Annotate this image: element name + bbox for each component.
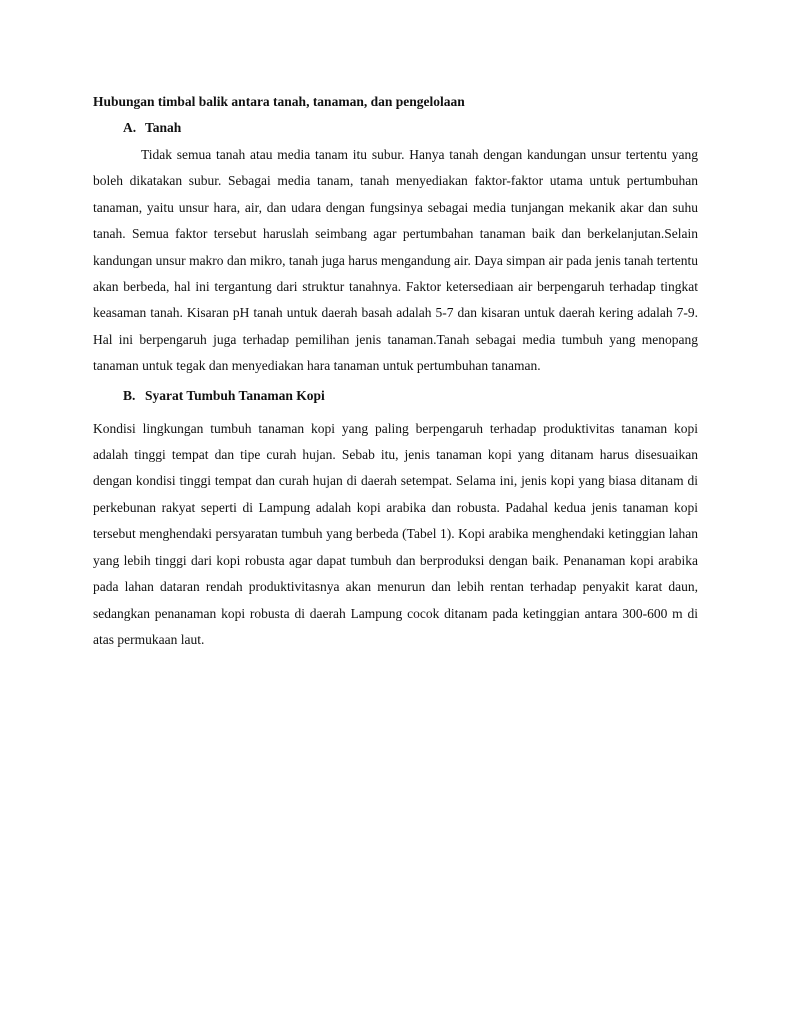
section-heading-tanah (93, 118, 698, 138)
document-title: Hubungan timbal balik antara tanah, tanaman, dan pengelolaan (93, 94, 465, 109)
section-marker-b: B. (123, 387, 136, 403)
section-title-tanah: Tanah (145, 120, 182, 135)
paragraph-syarat-tumbuh: Kondisi lingkungan tumbuh tanaman kopi yang paling berpengaruh terhadap produktivitas tanaman kopi adalah tinggi tempat dan tipe curah hujan. Sebab itu, jenis tanaman kopi yang ditanam harus disesuaikan dengan kondisi tinggi tempat dan curah hujan di daerah setempat. Selama ini, jenis kopi yang biasa ditanam di perkebunan rakyat seperti di Lampung adalah kopi arabika dan robusta. Padahal kedua jenis tanaman kopi tersebut menghendaki persyaratan tumbuh yang berbeda (Tabel 1). Kopi arabika menghendaki ketinggian lahan yang lebih tinggi dari kopi robusta agar dapat tumbuh dan berproduksi dengan baik. Penanaman kopi arabika pada lahan dataran rendah produktivitasnya akan menurun dan lebih rentan terhadap penyakit karat daun, sedangkan penanaman kopi robusta di daerah Lampung cocok ditanam pada ketinggian antara 300-600 m di atas permukaan laut. (93, 420, 698, 647)
paragraph-tanah: Tidak semua tanah atau media tanam itu subur. Hanya tanah dengan kandungan unsur tertentu yang boleh dikatakan subur. Sebagai media tanam, tanah menyediakan faktor-faktor utama untuk pertumbuhan tanaman, yaitu unsur hara, air, dan udara dengan fungsinya sebagai media tunjangan mekanik akar dan suhu tanah. Semua faktor tersebut haruslah seimbang agar pertumbahan tanaman baik dan berkelanjutan.Selain kandungan unsur makro dan mikro, tanah juga harus mengandung air. Daya simpan air pada jenis tanah tertentu akan berbeda, hal ini tergantung dari struktur tanahnya. Faktor ketersediaan air berpengaruh terhadap tingkat keasaman tanah. Kisaran pH tanah untuk daerah basah adalah 5-7 dan kisaran untuk daerah kering adalah 7-9. Hal ini berpengaruh juga terhadap pemilihan jenis tanaman.Tanah sebagai media tumbuh yang menopang tanaman untuk tegak dan menyediakan hara tanaman untuk pertumbuhan tanaman. (93, 147, 698, 374)
section-marker-a: A. (123, 120, 137, 135)
section-heading-syarat-tumbuh (93, 386, 698, 406)
section-title-syarat-tumbuh: Syarat Tumbuh Tanaman Kopi (145, 387, 325, 403)
document-page (93, 92, 698, 653)
